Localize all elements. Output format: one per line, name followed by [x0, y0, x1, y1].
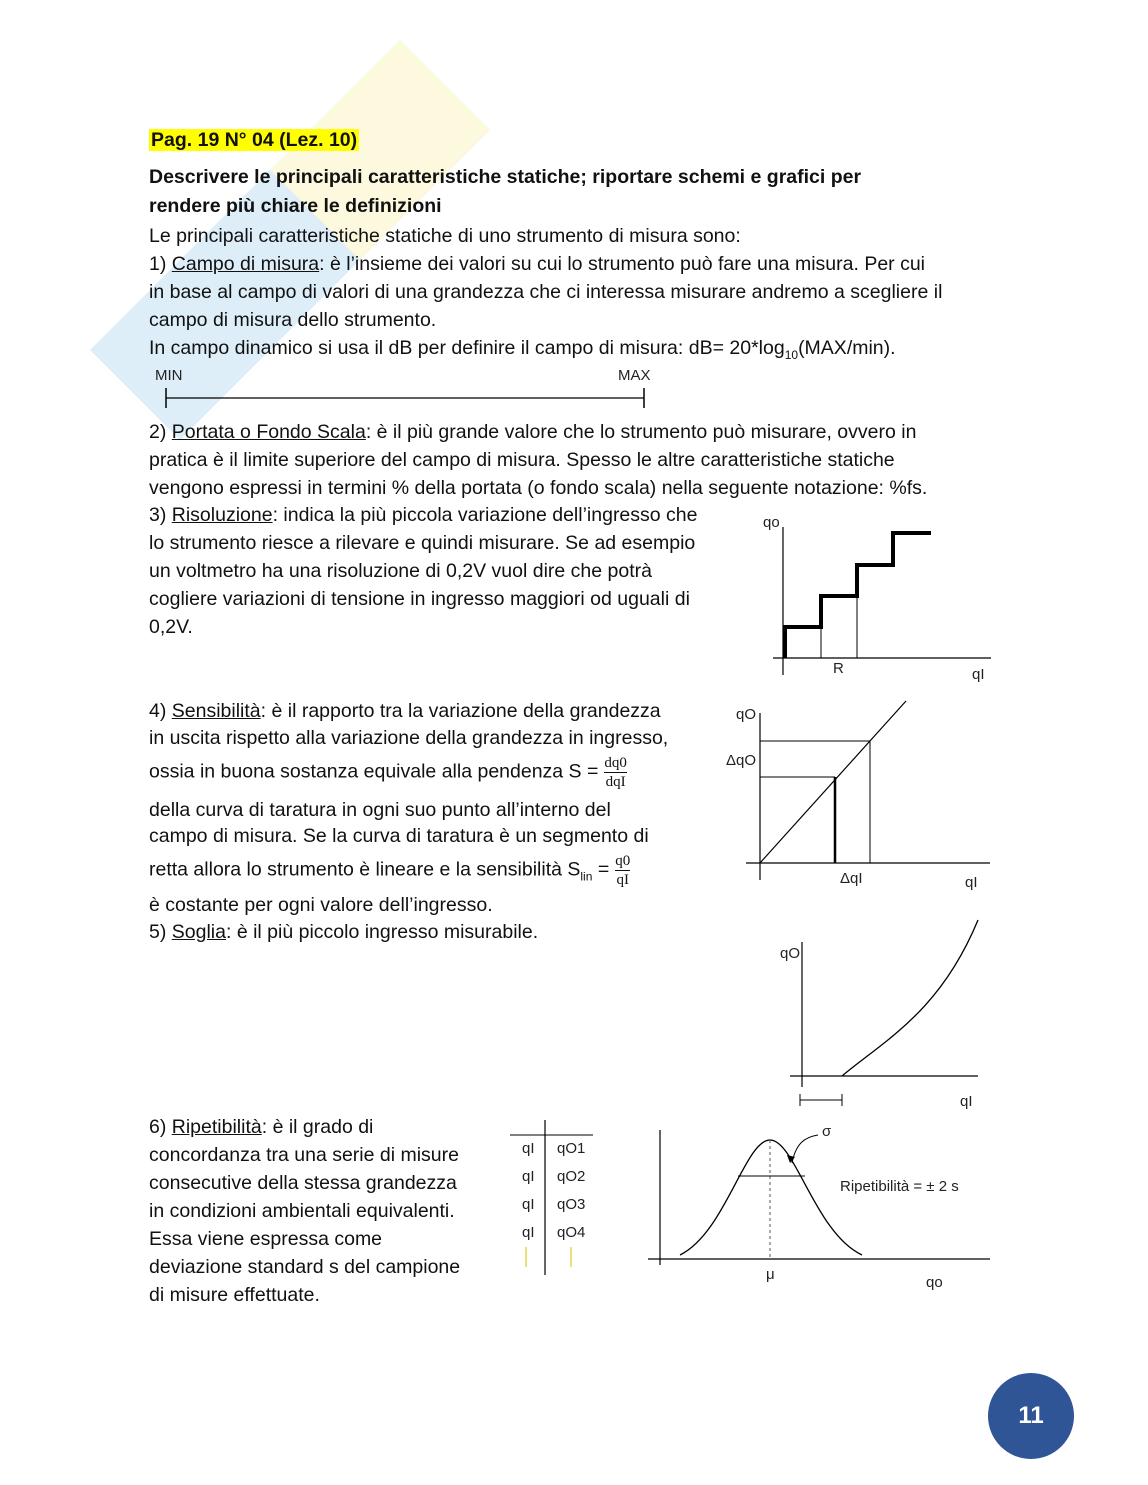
gaussian-curve	[680, 1140, 862, 1255]
question-line-2: rendere più chiare le definizioni	[149, 195, 442, 217]
s1-term: Campo di misura	[171, 253, 320, 275]
svg-text:qO3: qO3	[557, 1196, 586, 1213]
s3-line-1: 3) Risoluzione: indica la più piccola variazione dell’ingresso che	[149, 504, 698, 526]
s6-line-4: in condizioni ambientali equivalenti.	[149, 1200, 455, 1222]
s6-line-2: concordanza tra una serie di misure	[149, 1144, 459, 1166]
resolution-y-label: qo	[763, 514, 780, 531]
range-line-figure	[150, 362, 670, 412]
threshold-figure	[770, 912, 995, 1117]
s3-line-5: 0,2V.	[149, 616, 193, 638]
table-row	[522, 1140, 585, 1157]
table-row	[522, 1196, 585, 1213]
repeatability-figure	[640, 1115, 998, 1295]
s6-line-3: consecutive della stessa grandezza	[149, 1172, 457, 1194]
sigma-arrow	[792, 1135, 818, 1163]
sensitivity-fraction: $\frac{q0}{qI}$	[615, 853, 631, 888]
s2-line-1: 2) Portata o Fondo Scala: è il più grande valore che lo strumento può misurare, ovvero in	[149, 421, 917, 443]
page-reference: Pag. 19 N° 04 (Lez. 10)	[151, 129, 358, 151]
s1-line-2: in base al campo di valori di una grandezza che ci interessa misurare andremo a scegliere il	[149, 281, 943, 303]
mu-label: μ	[766, 1266, 775, 1283]
min-label: MIN	[155, 367, 183, 384]
s6-term: Ripetibilità	[171, 1116, 262, 1138]
s2-term: Portata o Fondo Scala	[171, 421, 366, 443]
sigma-label: σ	[822, 1123, 832, 1140]
question-line-1: Descrivere le principali caratteristiche statiche; riportare schemi e grafici per	[149, 166, 862, 188]
threshold-x-label: qI	[960, 1093, 973, 1110]
slope-fraction: $\frac{dq0}{\text{dqI}}$	[604, 755, 627, 790]
repeatability-label: Ripetibilità = ± 2 s	[840, 1178, 959, 1195]
svg-text:qI: qI	[522, 1168, 535, 1185]
intro-text: Le principali caratteristiche statiche di uno strumento di misura sono:	[149, 225, 741, 247]
page-number-badge: 11	[988, 1373, 1074, 1459]
calibration-line	[760, 701, 906, 863]
sensitivity-figure	[722, 695, 997, 895]
s4-line-3: ossia in buona sostanza equivale alla pendenza S = $\frac{dq0}{\text{dqI}}$	[149, 755, 627, 790]
delta-qi-label: ΔqI	[840, 870, 863, 887]
sensitivity-x-label: qI	[965, 874, 978, 891]
threshold-curve	[842, 920, 978, 1076]
svg-text:qO4: qO4	[557, 1224, 586, 1241]
s1-line-3: campo di misura dello strumento.	[149, 309, 437, 331]
s6-line-5: Essa viene espressa come	[149, 1228, 383, 1250]
s4-line-2: in uscita rispetto alla variazione della grandezza in ingresso,	[149, 727, 669, 749]
s4-line-5: campo di misura. Se la curva di taratura è un segmento di	[149, 825, 649, 847]
s3-line-4: cogliere variazioni di tensione in ingresso maggiori od uguali di	[149, 588, 690, 610]
staircase-curve	[785, 533, 931, 658]
svg-text:qI: qI	[522, 1196, 535, 1213]
s5-line-1: 5) Soglia: è il più piccolo ingresso misurabile.	[149, 921, 539, 943]
s6-line-6: deviazione standard s del campione	[149, 1256, 461, 1278]
s3-term: Risoluzione	[171, 504, 273, 526]
s6-line-7: di misure effettuate.	[149, 1284, 320, 1306]
threshold-y-label: qO	[780, 945, 801, 962]
s6-line-1: 6) Ripetibilità: è il grado di	[149, 1116, 374, 1138]
s3-line-2: lo strumento riesce a rilevare e quindi misurare. Se ad esempio	[149, 532, 696, 554]
svg-text:qO1: qO1	[557, 1140, 586, 1157]
table-row	[522, 1168, 585, 1185]
table-row	[522, 1224, 585, 1241]
sensitivity-y-label: qO	[736, 706, 757, 723]
svg-text:qO2: qO2	[557, 1168, 586, 1185]
s4-line-4: della curva di taratura in ogni suo punto all’interno del	[149, 799, 611, 821]
max-label: MAX	[618, 367, 651, 384]
s2-line-3: vengono espressi in termini % della portata (o fondo scala) nella seguente notazione: %fs.	[149, 477, 928, 499]
svg-text:qI: qI	[522, 1224, 535, 1241]
s3-line-3: un voltmetro ha una risoluzione di 0,2V vuol dire che potrà	[149, 560, 652, 582]
measurement-table	[505, 1115, 605, 1280]
resolution-x-label: qI	[972, 666, 985, 683]
resolution-staircase-figure	[755, 505, 1000, 690]
s5-term: Soglia	[171, 921, 226, 943]
s4-term: Sensibilità	[171, 700, 261, 722]
s4-line-6: retta allora lo strumento è lineare e la sensibilità $S_{lin}$ = $\frac{q0}{qI}$	[149, 853, 631, 888]
repeatability-x-label: qo	[926, 1274, 943, 1291]
s1-line-4: In campo dinamico si usa il dB per definire il campo di misura: $dB= 20*\log_{10}(MAX/\min)$.	[149, 337, 896, 362]
s4-line-1: 4) Sensibilità: è il rapporto tra la variazione della grandezza	[149, 700, 661, 722]
svg-text:qI: qI	[522, 1140, 535, 1157]
s4-line-7: è costante per ogni valore dell’ingresso.	[149, 894, 493, 916]
s2-line-2: pratica è il limite superiore del campo di misura. Spesso le altre caratteristiche statiche	[149, 449, 895, 471]
resolution-r-label: R	[833, 660, 844, 677]
delta-qo-label: ΔqO	[726, 752, 757, 769]
s1-line-1: 1) Campo di misura: è l’insieme dei valori su cui lo strumento può fare una misura. Per cui	[149, 253, 926, 275]
